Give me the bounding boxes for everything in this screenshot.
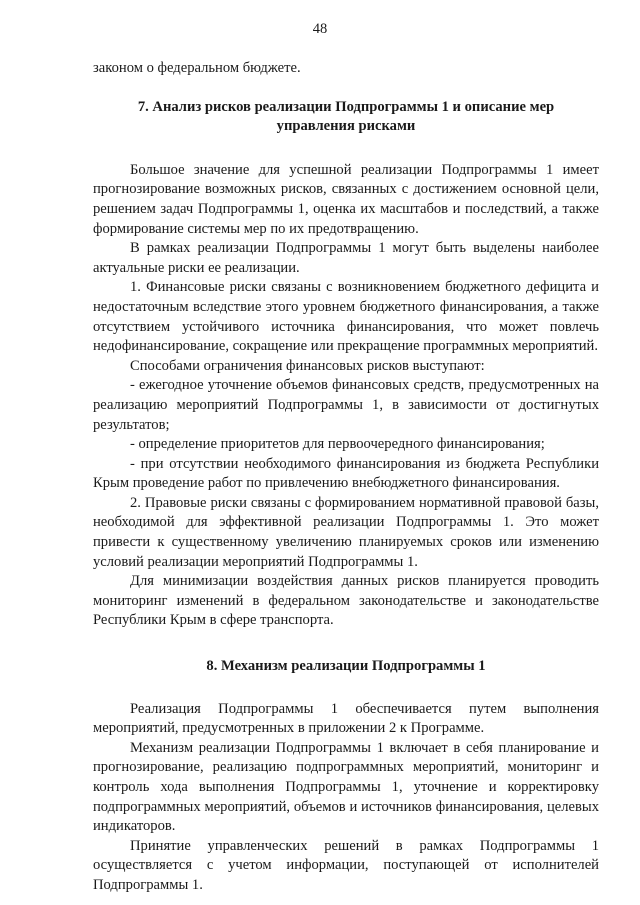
section-8-heading: 8. Механизм реализации Подпрограммы 1 — [206, 658, 486, 675]
paragraph: В рамках реализации Подпрограммы 1 могут быть выделены наиболее актуальные риски ее реализации. — [93, 240, 599, 276]
page-number: 48 — [312, 21, 328, 37]
paragraph: Принятие управленческих решений в рамках Подпрограммы 1 осуществляется с учетом информации, поступающей от исполнителей Подпрограммы 1. — [93, 837, 599, 893]
list-item: - ежегодное уточнение объемов финансовых средств, предусмотренных на реализацию мероприятий Подпрограммы 1, в зависимости от достигнутых результатов; — [93, 377, 599, 433]
paragraph: Большое значение для успешной реализации Подпрограммы 1 имеет прогнозирование возможных рисков, связанных с достижением основной цели, решением задач Подпрограммы 1, оценка их масштабов и последствий, а также формирование системы мер по их предотвращению. — [93, 161, 599, 237]
list-item: - при отсутствии необходимого финансирования из бюджета Республики Крым проведение работ по привлечению внебюджетного финансирования. — [93, 455, 599, 492]
section-7-heading: 7. Анализ рисков реализации Подпрограммы 1 и описание мер управления рисками — [137, 98, 555, 135]
paragraph: Для минимизации воздействия данных рисков планируется проводить мониторинг изменений в федеральном законодательстве и законодательстве Республики Крым в сфере транспорта. — [93, 573, 599, 629]
paragraph: Реализация Подпрограммы 1 обеспечивается путем выполнения мероприятий, предусмотренных в приложении 2 к Программе. — [93, 700, 599, 737]
page-content — [93, 59, 599, 896]
paragraph: Механизм реализации Подпрограммы 1 включает в себя планирование и прогнозирование, реализацию подпрограммных мероприятий, мониторинг и контроль хода выполнения Подпрограммы 1, уточнение и корректировку подпрограммных мероприятий, объемов и источников финансирования, целевых индикаторов. — [93, 739, 599, 835]
lead-line: законом о федеральном бюджете. — [93, 60, 301, 76]
paragraph: 2. Правовые риски связаны с формированием нормативной правовой базы, необходимой для эффективной реализации Подпрограммы 1. Это может привести к существенному увеличению планируемых сроков или изменению условий реализации мероприятий Подпрограммы 1. — [93, 494, 599, 570]
list-item: - определение приоритетов для первоочередного финансирования; — [130, 436, 545, 453]
paragraph: Способами ограничения финансовых рисков выступают: — [130, 357, 485, 374]
paragraph: 1. Финансовые риски связаны с возникновением бюджетного дефицита и недостаточным вследствие этого уровнем бюджетного финансирования, а также отсутствием устойчивого источника финансирования, что может повлечь недофинансирование, сокращение или прекращение программных мероприятий. — [93, 279, 599, 355]
